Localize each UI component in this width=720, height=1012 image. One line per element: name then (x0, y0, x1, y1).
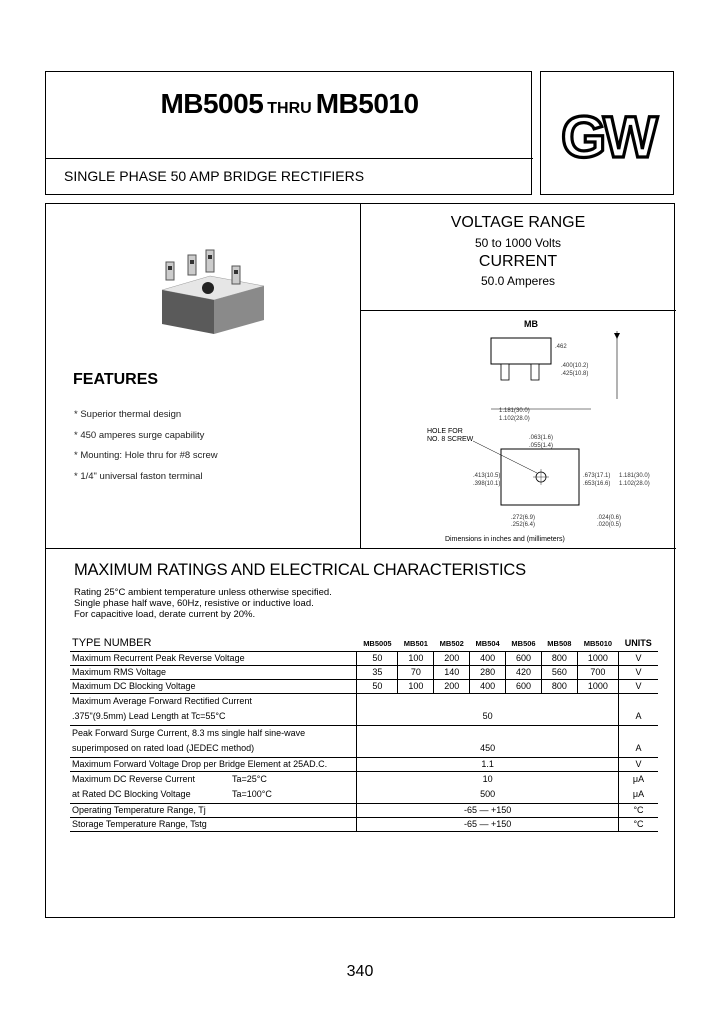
cell-value (357, 725, 619, 741)
rating-note: Rating 25°C ambient temperature unless otherwise specified. (74, 587, 332, 598)
cell-value: 200 (434, 679, 470, 693)
cell-value: -65 — +150 (357, 817, 619, 831)
ratings-summary (360, 214, 676, 288)
cell-value: 50 (357, 651, 398, 665)
cell-value: 1000 (577, 651, 618, 665)
row-condition: Ta=100°C (230, 787, 357, 803)
table-header-row (70, 636, 658, 651)
row-label: Operating Temperature Range, Tj (70, 803, 357, 817)
row-label: superimposed on rated load (JEDEC method) (70, 741, 357, 757)
row-label: at Rated DC Blocking Voltage (70, 787, 230, 803)
cell-value: 35 (357, 665, 398, 679)
spec-table (70, 636, 658, 832)
cell-value: 450 (357, 741, 619, 757)
thru-label: THRU (267, 100, 312, 117)
cell-unit: μA (619, 787, 659, 803)
features-title: FEATURES (73, 371, 159, 388)
row-label: Peak Forward Surge Current, 8.3 ms single half sine-wave (72, 727, 306, 738)
cell-value: 800 (541, 679, 577, 693)
table-row (70, 771, 658, 787)
table-row (70, 651, 658, 665)
cell-value: 1.1 (357, 757, 619, 771)
cell-unit: A (619, 741, 659, 757)
cell-unit: V (619, 665, 659, 679)
cell-value: 70 (398, 665, 434, 679)
dim-label: .673(17.1) (583, 473, 611, 479)
cell-value: 10 (357, 771, 619, 787)
column-header: MB502 (434, 636, 470, 651)
row-label: Maximum DC Reverse Current (72, 773, 196, 784)
logo-text: GW (561, 105, 655, 165)
cell-value: 100 (398, 679, 434, 693)
dim-label: .063(1.6) (529, 435, 554, 441)
dim-label: .272(6.9) (511, 515, 536, 521)
cell-unit: μA (619, 771, 659, 787)
cell-value: 420 (506, 665, 542, 679)
cell-value: -65 — +150 (357, 803, 619, 817)
cell-value: 100 (398, 651, 434, 665)
table-row (70, 665, 658, 679)
rating-note: Single phase half wave, 60Hz, resistive or inductive load. (74, 598, 314, 609)
subtitle: SINGLE PHASE 50 AMP BRIDGE RECTIFIERS (64, 168, 365, 184)
dimension-caption: Dimensions in inches and (millimeters) (445, 536, 565, 543)
title-row (46, 88, 533, 120)
row-label: Maximum Average Forward Rectified Current (72, 695, 252, 706)
cell-value: 700 (577, 665, 618, 679)
dim-label: .413(10.5) (473, 473, 501, 479)
units-header: UNITS (619, 636, 659, 651)
hole-label: NO. 8 SCREW (427, 436, 474, 443)
column-header: MB5005 (357, 636, 398, 651)
voltage-range-value: 50 to 1000 Volts (474, 236, 562, 250)
package-label: MB (524, 319, 538, 329)
feature-item: * Superior thermal design (74, 409, 182, 420)
cell-unit: V (619, 651, 659, 665)
table-row (70, 741, 658, 757)
feature-item: * 1/4" universal faston terminal (74, 471, 203, 482)
cell-unit: V (619, 757, 659, 771)
part-end: MB5010 (315, 88, 419, 119)
side-view-terminal (501, 364, 509, 380)
table-row (70, 787, 658, 803)
dim-label: .462 (555, 344, 567, 350)
dim-label: .425(10.8) (561, 371, 589, 377)
table-row (70, 693, 658, 709)
page-number: 340 (346, 963, 374, 980)
voltage-range-label: VOLTAGE RANGE (450, 214, 586, 231)
cell-value: 140 (434, 665, 470, 679)
cell-value: 1000 (577, 679, 618, 693)
column-header: MB501 (398, 636, 434, 651)
dimension-diagram (361, 311, 676, 547)
dim-label: 1.102(28.0) (499, 416, 530, 422)
cell-unit: °C (619, 803, 659, 817)
table-row (70, 757, 658, 771)
cell-value: 50 (357, 679, 398, 693)
title-divider (46, 158, 533, 159)
main-box (45, 203, 675, 918)
title-box (45, 71, 532, 195)
feature-item: * Mounting: Hole thru for #8 screw (74, 450, 218, 461)
current-label: CURRENT (478, 253, 558, 270)
row-label: Maximum DC Blocking Voltage (70, 679, 357, 693)
gw-logo (556, 105, 661, 165)
cell-unit: V (619, 679, 659, 693)
cell-value: 400 (470, 651, 506, 665)
column-header: MB5010 (577, 636, 618, 651)
logo-box (540, 71, 674, 195)
column-header: MB504 (470, 636, 506, 651)
table-row (70, 817, 658, 831)
side-view-terminal (531, 364, 539, 380)
row-label: Maximum RMS Voltage (70, 665, 357, 679)
dim-label: 1.181(30.0) (499, 408, 530, 414)
row-condition: Ta=25°C (232, 773, 267, 784)
cell-value: 560 (541, 665, 577, 679)
dim-label: .024(0.6) (597, 515, 622, 521)
table-row (70, 725, 658, 741)
type-number-header: TYPE NUMBER (70, 636, 357, 651)
section-divider (46, 548, 676, 549)
cell-value (357, 693, 619, 709)
part-start: MB5005 (160, 88, 264, 119)
cell-value: 600 (506, 679, 542, 693)
dim-label: 1.102(28.0) (619, 481, 650, 487)
cell-value: 400 (470, 679, 506, 693)
column-header: MB508 (541, 636, 577, 651)
dim-label: 1.181(30.0) (619, 473, 650, 479)
table-row (70, 679, 658, 693)
feature-item: * 450 amperes surge capability (74, 430, 205, 441)
cell-unit: °C (619, 817, 659, 831)
row-label: .375"(9.5mm) Lead Length at Tc=55°C (70, 709, 357, 725)
column-header: MB506 (506, 636, 542, 651)
cell-value: 200 (434, 651, 470, 665)
rating-note: For capacitive load, derate current by 20%. (74, 609, 256, 620)
row-label: Maximum Forward Voltage Drop per Bridge Element at 25AD.C. (70, 757, 357, 771)
cell-value: 500 (357, 787, 619, 803)
cell-value: 280 (470, 665, 506, 679)
row-label: Maximum Recurrent Peak Reverse Voltage (70, 651, 357, 665)
current-value: 50.0 Amperes (480, 274, 556, 288)
hole-label: HOLE FOR (427, 428, 463, 435)
dim-label: .398(10.1) (473, 481, 501, 487)
cell-unit: A (619, 709, 659, 725)
dim-label: .400(10.2) (561, 363, 589, 369)
table-row (70, 709, 658, 725)
dim-label: .055(1.4) (529, 443, 554, 449)
cell-value: 600 (506, 651, 542, 665)
row-label: Storage Temperature Range, Tstg (70, 817, 357, 831)
table-row (70, 803, 658, 817)
bridge-rectifier-image (142, 246, 272, 336)
cell-value: 50 (357, 709, 619, 725)
cell-unit (619, 693, 659, 709)
dim-label: .653(16.6) (583, 481, 611, 487)
characteristics-title: MAXIMUM RATINGS AND ELECTRICAL CHARACTERISTICS (74, 561, 526, 579)
dim-label: .252(6.4) (511, 522, 536, 528)
cell-unit (619, 725, 659, 741)
dim-label: .020(0.5) (597, 522, 622, 528)
side-view-body (491, 338, 551, 364)
cell-value: 800 (541, 651, 577, 665)
